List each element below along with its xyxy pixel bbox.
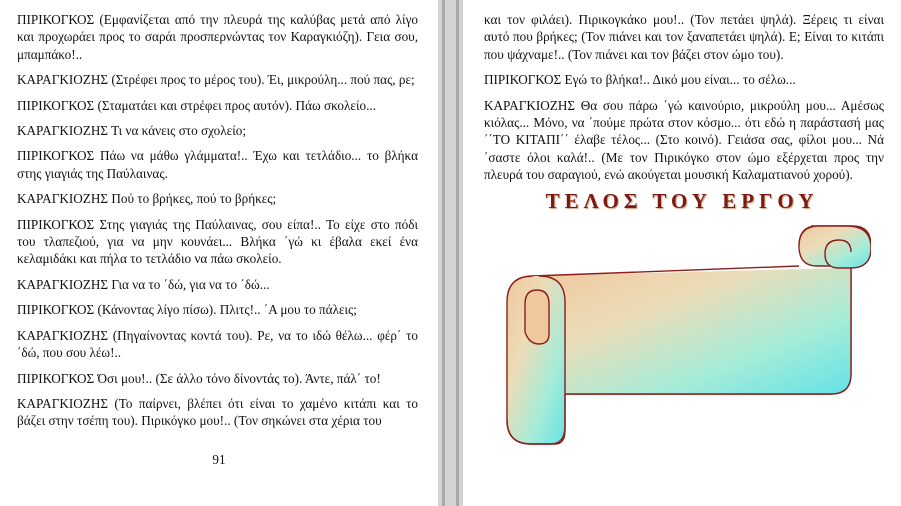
left-page: [0, 0, 438, 506]
scroll-body-fill: [533, 266, 851, 394]
dialogue-paragraph: ΚΑΡΑΓΚΙΟΖΗΣ Θα σου πάρω ΄γώ καινούριο, μικρούλη μου... Αμέσως κιόλας... Μόνο, να ΄πούμε πρώτα στον κόσμο... ότι εδώ η παράστασή μας ΄΄ΤΟ ΚΙΤΑΠΙ΄΄ έλαβε τέλος... (Στο κοινό). Γειάσα σας, φίλοι μου... Νά ΄σαστε όλοι καλά!.. (Με τον Πιρικόγκο στον ώμο εξέρχεται προς την πλευρά του σαραγιού, ενώ ακούγεται μουσική Καλαματιανού χορού).: [484, 97, 884, 183]
dialogue-paragraph: ΠΙΡΙΚΟΓΚΟΣ Πάω να μάθω γλάμματα!.. Έχω και τετλάδιο... το βλήκα στης γιαγιάς της Παύλαινας.: [17, 148, 418, 181]
scroll-bottom-curl: [525, 290, 549, 344]
dialogue-paragraph: ΠΙΡΙΚΟΓΚΟΣ Στης γιαγιάς της Παύλαινας, σου είπα!.. Το είχε στο πόδι του τλαπεζιού, για να μην κουνάει... Βλήκα ΄γώ κι έβαλα εκεί ένα κελαμιδάκι και πήλα το τετλάδιο να πάω σκολείο.: [17, 216, 418, 267]
dialogue-paragraph: ΚΑΡΑΓΚΙΟΖΗΣ Τι να κάνεις στο σχολείο;: [17, 123, 246, 139]
page-edge-right: [456, 0, 459, 506]
dialogue-paragraph: ΚΑΡΑΓΚΙΟΖΗΣ (Στρέφει προς το μέρος του). Έι, μικρούλη... πού πας, ρε;: [17, 72, 415, 88]
left-page-text: [17, 11, 418, 438]
dialogue-paragraph: ΠΙΡΙΚΟΓΚΟΣ (Σταματάει και στρέφει προς αυτόν). Πάω σκολείο...: [17, 97, 376, 113]
dialogue-paragraph: ΚΑΡΑΓΚΙΟΖΗΣ Για να το ΄δώ, για να το ΄δώ...: [17, 276, 270, 292]
dialogue-paragraph: ΚΑΡΑΓΚΙΟΖΗΣ (Το παίρνει, βλέπει ότι είναι το χαμένο κιτάπι και το βάζει στην τσέπη του). Πιρικόγκο μου!.. (Τον σηκώνει στα χέρια του: [17, 395, 418, 429]
page-number: 91: [212, 452, 226, 467]
dialogue-paragraph: ΠΙΡΙΚΟΓΚΟΣ Εγώ το βλήκα!.. Δικό μου είναι... το σέλω...: [484, 72, 796, 88]
dialogue-paragraph: ΠΙΡΙΚΟΓΚΟΣ (Εμφανίζεται από την πλευρά της καλύβας μετά από λίγο και προχωράει προς το σαράι προσπερνώντας τον Καραγκιόζη). Γεια σου, μπαμπάκο!..: [17, 12, 418, 62]
dialogue-paragraph: ΠΙΡΙΚΟΓΚΟΣ Όσι μου!.. (Σε άλλο τόνο δίνοντάς το). Άντε, πάλ΄ το!: [17, 370, 381, 386]
dialogue-paragraph: ΚΑΡΑΓΚΙΟΖΗΣ Πού το βρήκες, πού το βρήκες;: [17, 191, 277, 207]
rolled-parchment-scroll-icon: [499, 224, 871, 446]
dialogue-paragraph: ΚΑΡΑΓΚΙΟΖΗΣ (Πηγαίνοντας κοντά του). Ρε, να το ιδώ θέλω... φέρ΄ το ΄δώ, που σου λέω!..: [17, 327, 418, 361]
page-edge-left: [442, 0, 445, 506]
right-page: [463, 0, 901, 506]
right-page-text: [484, 11, 884, 192]
page-gutter: [438, 0, 463, 506]
end-of-play-title: ΤΕΛΟΣ ΤΟΥ ΕΡΓΟΥ: [545, 189, 819, 213]
dialogue-paragraph: και τον φιλάει). Πιρικογκάκο μου!.. (Τον πετάει ψηλά). Ξέρεις τι είναι αυτό που βρήκες; (Τον πιάνει και τον ξαναπετάει ψηλά). Ε; Είναι το κιτάπι που ψάχναμε!.. (Τον πιάνει και τον βάζει στον ώμο του).: [484, 12, 884, 62]
dialogue-paragraph: ΠΙΡΙΚΟΓΚΟΣ (Κάνοντας λίγο πίσω). Πλιτς!.. ΄Α μου το πάλεις;: [17, 302, 357, 318]
